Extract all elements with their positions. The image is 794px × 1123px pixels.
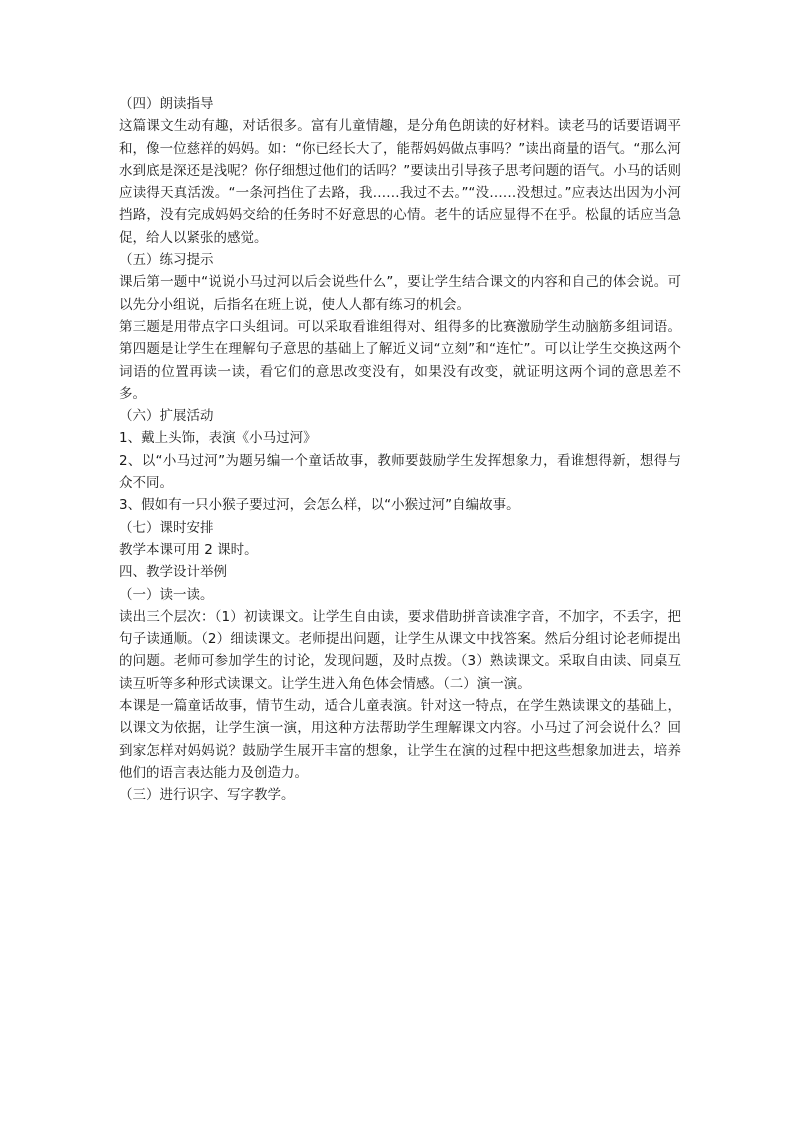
list-item-activity-2: 2、以“小马过河”为题另编一个童话故事，教师要鼓励学生发挥想象力，看谁想得新，想得与众不同。 <box>119 452 681 492</box>
paragraph-read-levels: 读出三个层次：（1）初读课文。让学生自由读，要求借助拼音读准字音，不加字，不丢字，把句子读通顺。（2）细读课文。老师提出问题，让学生从课文中找答案。然后分组讨论老师提出的问题。老师可参加学生的讨论，发现问题，及时点拨。（3）熟读课文。采取自由读、同桌互读互听等多种形式读课文。让学生进入角色体会情感。（二）演一演。 <box>119 608 681 692</box>
list-item-activity-1: 1、戴上头饰，表演《小马过河》 <box>119 430 317 447</box>
paragraph-exercise-tips-2: 第三题是用带点字口头组词。可以采取看谁组得对、组得多的比赛激励学生动脑筋多组词语。第四题是让学生在理解句子意思的基础上了解近义词“立刻”和“连忙”。可以让学生交换这两个词语的位置再读一读，看它们的意思改变没有，如果没有改变，就证明这两个词的意思差不多。 <box>119 318 681 402</box>
paragraph-class-schedule: 教学本课可用 2 课时。 <box>119 541 258 558</box>
section-heading-reading-guidance: （四）朗读指导 <box>119 96 214 112</box>
paragraph-act-out: 本课是一篇童话故事，情节生动，适合儿童表演。针对这一特点，在学生熟读课文的基础上，以课文为依据，让学生演一演，用这种方法帮助学生理解课文内容。小马过了河会说什么？回到家怎样对妈妈说？鼓励学生展开丰富的想象，让学生在演的过程中把这些想象加进去，培养他们的语言表达能力及创造力。 <box>119 698 681 781</box>
section-heading-class-schedule: （七）课时安排 <box>119 519 214 536</box>
section-heading-extension-activities: （六）扩展活动 <box>119 408 214 425</box>
section-heading-read: （一）读一读。 <box>119 586 214 603</box>
part-heading-teaching-design: 四、教学设计举例 <box>119 564 227 581</box>
document-page <box>119 93 681 807</box>
paragraph-reading-guidance: 这篇课文生动有趣，对话很多。富有儿童情趣，是分角色朗读的好材料。读老马的话要语调平和，像一位慈祥的妈妈。如：“你已经长大了，能帮妈妈做点事吗？”读出商量的语气。“那么河水到底是深还是浅呢？你仔细想过他们的话吗？”要读出引导孩子思考问题的语气。小马的话则应读得天真活泼。“一条河挡住了去路，我……我过不去。”“没……没想过。”应表达出因为小河挡路，没有完成妈妈交给的任务时不好意思的心情。老牛的话应显得不在乎。松鼠的话应当急促，给人以紧张的感觉。 <box>119 118 681 246</box>
paragraph-exercise-tips-1: 课后第一题中“说说小马过河以后会说些什么”，要让学生结合课文的内容和自己的体会说。可以先分小组说，后指名在班上说，使人人都有练习的机会。 <box>119 274 681 313</box>
list-item-activity-3: 3、假如有一只小猴子要过河，会怎么样，以“小猴过河”自编故事。 <box>119 497 520 514</box>
section-heading-literacy-writing: （三）进行识字、写字教学。 <box>119 787 295 804</box>
section-heading-exercise-tips: （五）练习提示 <box>119 252 214 269</box>
